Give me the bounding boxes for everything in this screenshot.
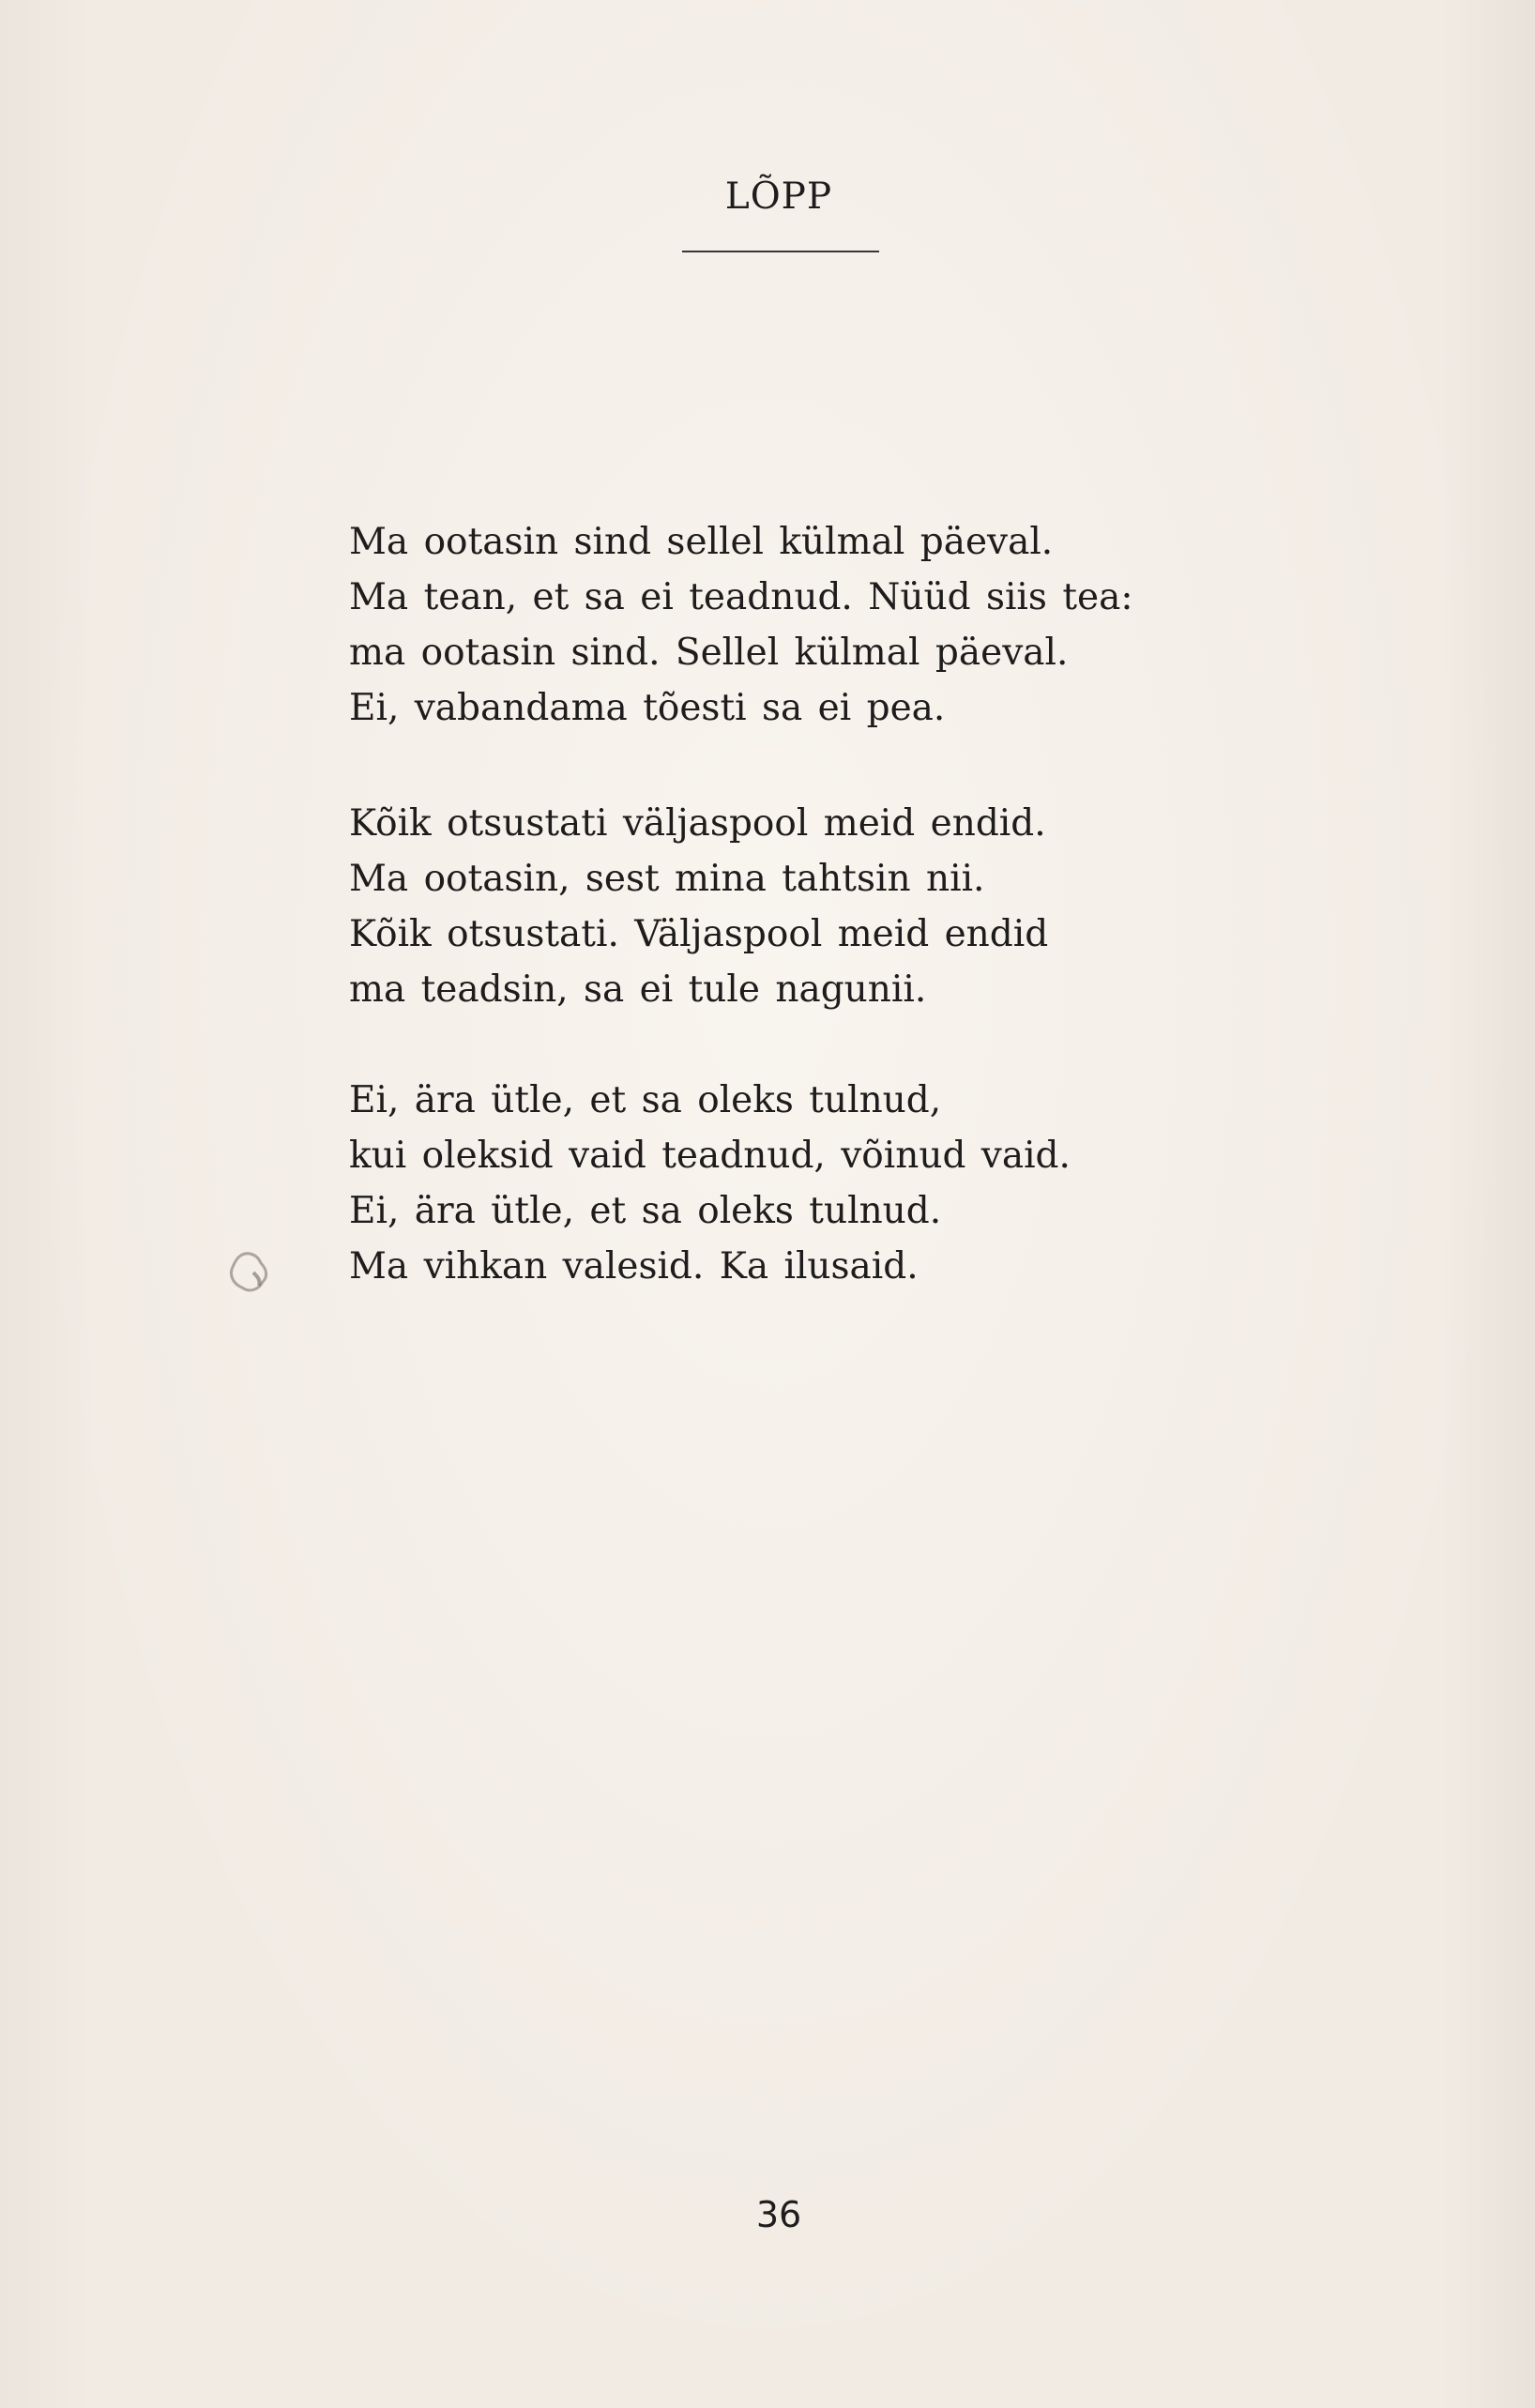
poem-line: Ma ootasin sind sellel külmal päeval. (349, 521, 1054, 563)
poem-line: Kõik otsustati. Väljaspool meid endid (349, 913, 1049, 955)
poem-title: LÕPP (724, 175, 833, 218)
page-number: 36 (755, 2194, 802, 2235)
poem-line: Ei, vabandama tõesti sa ei pea. (349, 687, 946, 729)
poem-line: Ma ootasin, sest mina tahtsin nii. (349, 858, 985, 900)
stanza-3 (349, 1073, 1259, 1294)
poem-line: ma teadsin, sa ei tule nagunii. (349, 968, 927, 1011)
poem-line: Ei, ära ütle, et sa oleks tulnud, (349, 1079, 942, 1121)
poem-line: ma ootasin sind. Sellel külmal päeval. (349, 632, 1069, 674)
stanza-1 (349, 514, 1259, 736)
poem-line: kui oleksid vaid teadnud, võinud vaid. (349, 1135, 1071, 1177)
poem-line: Ma vihkan valesid. Ka ilusaid. (349, 1245, 919, 1288)
title-divider (682, 251, 879, 252)
poem-line: Kõik otsustati väljaspool meid endid. (349, 802, 1046, 845)
poem-line: Ei, ära ütle, et sa oleks tulnud. (349, 1190, 942, 1232)
ink-smudge (225, 1248, 270, 1297)
stanza-2 (349, 796, 1259, 1017)
poem-line: Ma tean, et sa ei teadnud. Nüüd siis tea: (349, 576, 1133, 618)
